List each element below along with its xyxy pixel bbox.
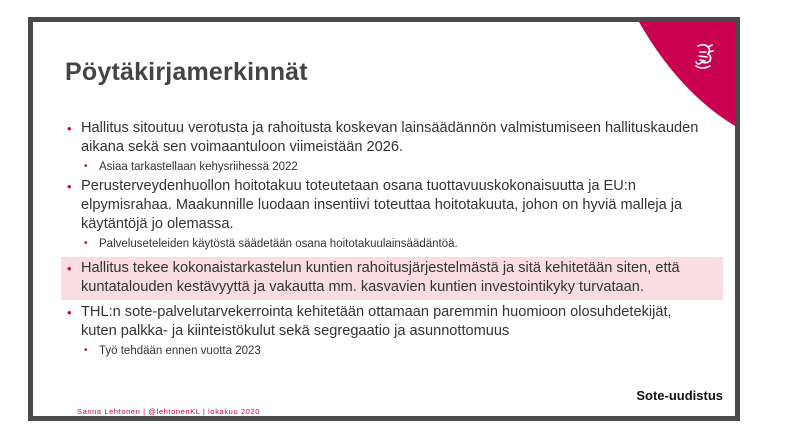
- highlighted-bullet-item: • Hallitus tekee kokonaistarkastelun kuntien rahoitusjärjestelmästä ja sitä kehitetään siten, että kuntatalouden kestävyyttä ja vakautta mm. kasvavien kuntien investointikyky turvataan.: [61, 257, 723, 300]
- presentation-slide: [28, 17, 740, 421]
- bullet-item: • THL:n sote-palvelutarvekerrointa kehitetään ottamaan paremmin huomioon olosuhdetekijät, kuten palkka- ja kiinteistökulut sekä segregaatio ja asunnottomuus: [67, 303, 707, 341]
- bullet-item: • Perusterveydenhuollon hoitotakuu toteutetaan osana tuottavuuskokonaisuutta ja EU:n elpymisrahaa. Maakunnille luodaan insentiivi toteuttaa hoitotakuuta, johon on hyviä malleja ja käytäntöjä jo olemassa.: [67, 177, 707, 234]
- slide-footer: Sanna Lehtonen | @lehtonenKL | lokakuu 2020: [77, 407, 260, 416]
- bullet-item: • Hallitus sitoutuu verotusta ja rahoitusta koskevan lainsäädännön valmistumiseen hallituskauden aikana sekä sen voimaantuloon viimeistään 2026.: [67, 119, 707, 157]
- bullet-list: [67, 119, 707, 361]
- corner-triangle: [639, 22, 735, 126]
- sub-bullet-item: • Asiaa tarkastellaan kehysriihessä 2022: [67, 159, 707, 175]
- sub-bullet-item: • Työ tehdään ennen vuotta 2023: [67, 343, 707, 359]
- brand-label: Sote-uudistus: [636, 388, 723, 403]
- sub-bullet-item: • Palveluseteleiden käytöstä säädetään osana hoitotakuulainsäädäntöä.: [67, 236, 707, 252]
- slide-title: Pöytäkirjamerkinnät: [65, 58, 308, 86]
